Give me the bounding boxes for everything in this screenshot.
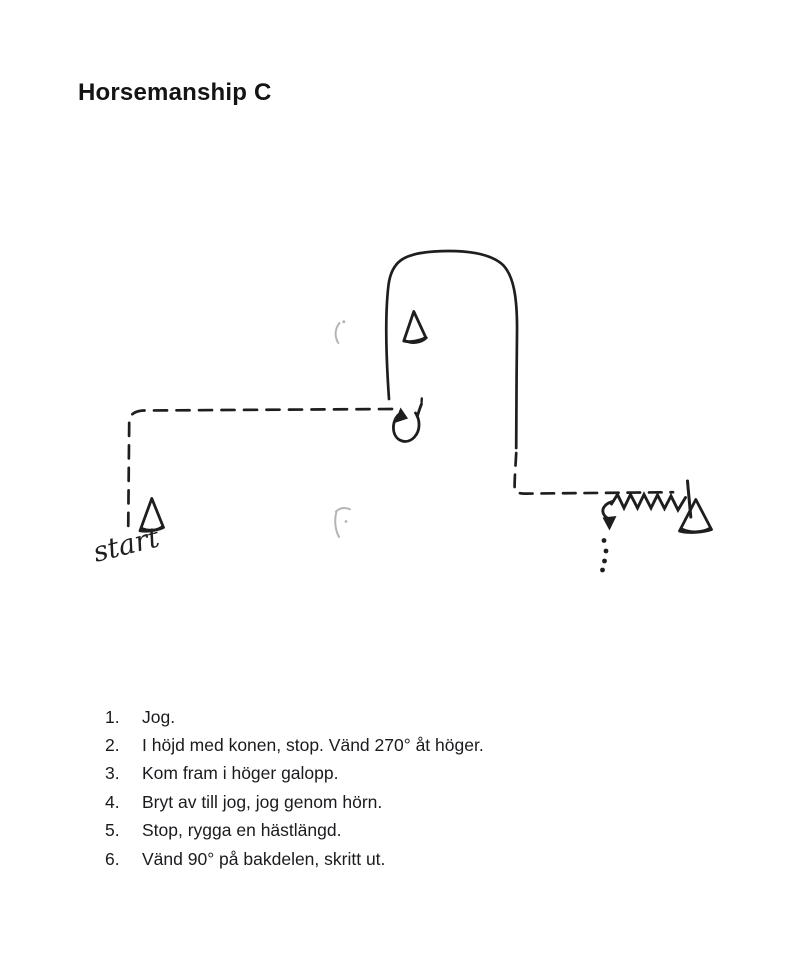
zigzag-line — [612, 495, 686, 511]
instruction-number: 5. — [105, 820, 120, 841]
instructions-list — [105, 703, 484, 873]
finish-cone-icon — [680, 500, 712, 533]
dashed-path-left — [128, 409, 392, 531]
instruction-number: 2. — [105, 735, 120, 756]
instruction-item-3 — [105, 760, 484, 788]
instruction-text: I höjd med konen, stop. Vänd 270° åt höger. — [142, 735, 484, 756]
instruction-number: 4. — [105, 791, 120, 812]
turn-270-icon — [393, 399, 421, 442]
instruction-number: 3. — [105, 763, 120, 784]
page-title: Horsemanship C — [78, 79, 272, 106]
start-label: start — [89, 520, 163, 569]
instruction-number: 1. — [105, 706, 120, 727]
dashed-path-right — [515, 453, 673, 494]
instruction-text: Vänd 90° på bakdelen, skritt ut. — [142, 848, 386, 869]
faint-mark-upper — [336, 320, 346, 343]
instruction-item-6 — [105, 845, 484, 873]
instruction-item-2 — [105, 731, 484, 759]
faint-mark-lower — [335, 508, 350, 537]
instruction-item-5 — [105, 817, 484, 845]
instruction-text: Stop, rygga en hästlängd. — [142, 820, 342, 841]
instruction-text: Kom fram i höger galopp. — [142, 763, 339, 784]
instruction-item-4 — [105, 788, 484, 816]
backup-dotted-line — [600, 538, 608, 572]
instruction-item-1 — [105, 703, 484, 731]
instruction-number: 6. — [105, 848, 120, 869]
arch-cone-icon — [404, 312, 427, 343]
instruction-text: Jog. — [142, 706, 176, 727]
backup-arrow-icon — [603, 502, 617, 531]
instruction-text: Bryt av till jog, jog genom hörn. — [142, 791, 383, 812]
